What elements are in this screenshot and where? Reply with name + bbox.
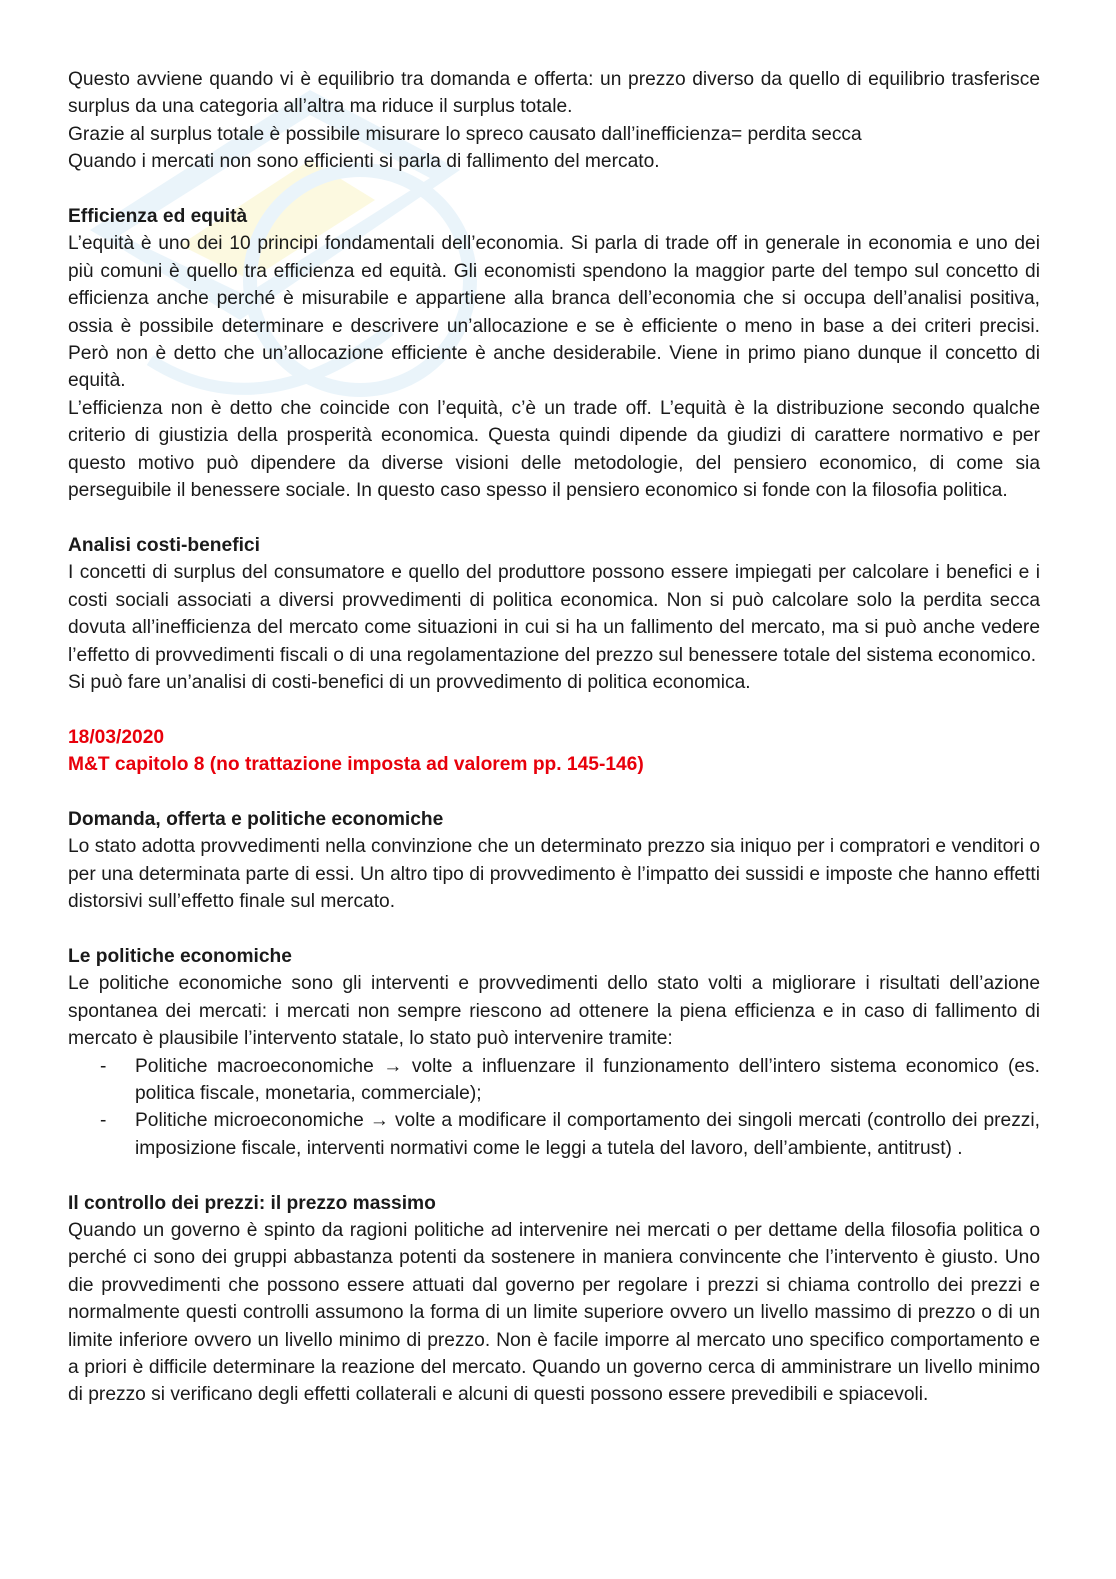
policy-list <box>68 1053 1040 1163</box>
list-item <box>68 1107 1040 1162</box>
lecture-reference: M&T capitolo 8 (no trattazione imposta ad valorem pp. 145-146) <box>68 754 644 776</box>
paragraph: Le politiche economiche sono gli interventi e provvedimenti dello stato volti a migliorare i risultati dell’azione spontanea dei mercati: i mercati non sempre riescono ad ottenere la piena efficienza e in caso di fallimento di mercato è plausibile l’intervento statale, lo stato può intervenire tramite: <box>68 973 1040 1050</box>
dash-bullet: - <box>100 1055 107 1077</box>
paragraph: Quando un governo è spinto da ragioni politiche ad intervenire nei mercati o per dettame della filosofia politica o perché ci sono dei gruppi abbastanza potenti da sostenere in maniera convincente che l’intervento è giusto. Uno die provvedimenti che possono essere attuati dal governo per regolare i prezzi si chiama controllo dei prezzi e normalmente questi controlli assumono la forma di un limite superiore ovvero un livello massimo di prezzo o di un limite inferiore ovvero un livello minimo di prezzo. Non è facile imporre al mercato uno specifico comportamento e a priori è difficile determinare la reazione del mercato. Quando un governo cerca di amministrare un livello minimo di prezzo si verificano degli effetti collaterali e alcuni di questi possono essere prevedibili e spiacevoli. <box>68 1219 1040 1406</box>
paragraph: Lo stato adotta provvedimenti nella convinzione che un determinato prezzo sia iniquo per i compratori e venditori o per una determinata parte di essi. Un altro tipo di provvedimento è l’impatto dei sussidi e imposte che hanno effetti distorsivi sull’effetto finale sul mercato. <box>68 836 1040 913</box>
list-item <box>68 1053 1040 1108</box>
section-heading-politiche: Le politiche economiche <box>68 945 292 967</box>
paragraph: I concetti di surplus del consumatore e quello del produttore possono essere impiegati per calcolare i benefici e i costi sociali associati a diversi provvedimenti di politica economica. Non si può calcolare solo la perdita secca dovuta all’inefficienza del mercato come situazioni in cui si ha un fallimento del mercato, ma si può anche vedere l’effetto di provvedimenti fiscali o di una regolamentazione del prezzo sul benessere totale del sistema economico. <box>68 562 1040 666</box>
section-heading-controllo: Il controllo dei prezzi: il prezzo massimo <box>68 1192 436 1214</box>
intro-paragraph: Grazie al surplus totale è possibile misurare lo spreco causato dall’inefficienza= perdita secca <box>68 123 862 145</box>
section-heading-analisi: Analisi costi-benefici <box>68 534 260 556</box>
section-heading-domanda: Domanda, offerta e politiche economiche <box>68 808 444 830</box>
document-page <box>68 66 1040 1409</box>
lecture-date: 18/03/2020 <box>68 726 165 748</box>
intro-paragraph: Quando i mercati non sono efficienti si parla di fallimento del mercato. <box>68 151 660 173</box>
paragraph: L’equità è uno dei 10 principi fondamentali dell’economia. Si parla di trade off in generale in economia e uno dei più comuni è quello tra efficienza ed equità. Gli economisti spendono la maggior parte del tempo sul concetto di efficienza anche perché è misurabile e appartiene alla branca dell’economia che si occupa dell’analisi positiva, ossia è possibile determinare e descrivere un’allocazione e se è efficiente o meno in base a dei criteri precisi. Però non è detto che un’allocazione efficiente è anche desiderabile. Viene in primo piano dunque il concetto di equità. <box>68 233 1040 392</box>
paragraph: Si può fare un’analisi di costi-benefici di un provvedimento di politica economica. <box>68 671 751 693</box>
list-item-text: Politiche macroeconomiche → volte a influenzare il funzionamento dell’intero sistema economico (es. politica fiscale, monetaria, commerciale); <box>135 1055 1040 1104</box>
dash-bullet: - <box>100 1110 107 1132</box>
section-heading-efficienza: Efficienza ed equità <box>68 206 248 228</box>
list-item-text: Politiche microeconomiche → volte a modificare il comportamento dei singoli mercati (controllo dei prezzi, imposizione fiscale, interventi normativi come le leggi a tutela del lavoro, dell’ambiente, antitrust) . <box>135 1110 1040 1159</box>
intro-paragraph: Questo avviene quando vi è equilibrio tra domanda e offerta: un prezzo diverso da quello di equilibrio trasferisce surplus da una categoria all’altra ma riduce il surplus totale. <box>68 69 1040 118</box>
paragraph: L’efficienza non è detto che coincide con l’equità, c’è un trade off. L’equità è la distribuzione secondo qualche criterio di giustizia della prosperità economica. Questa quindi dipende da giudizi di carattere normativo e per questo motivo può dipendere da diverse visioni delle metodologie, del pensiero economico, di come sia perseguibile il benessere sociale. In questo caso spesso il pensiero economico si fonde con la filosofia politica. <box>68 397 1040 502</box>
